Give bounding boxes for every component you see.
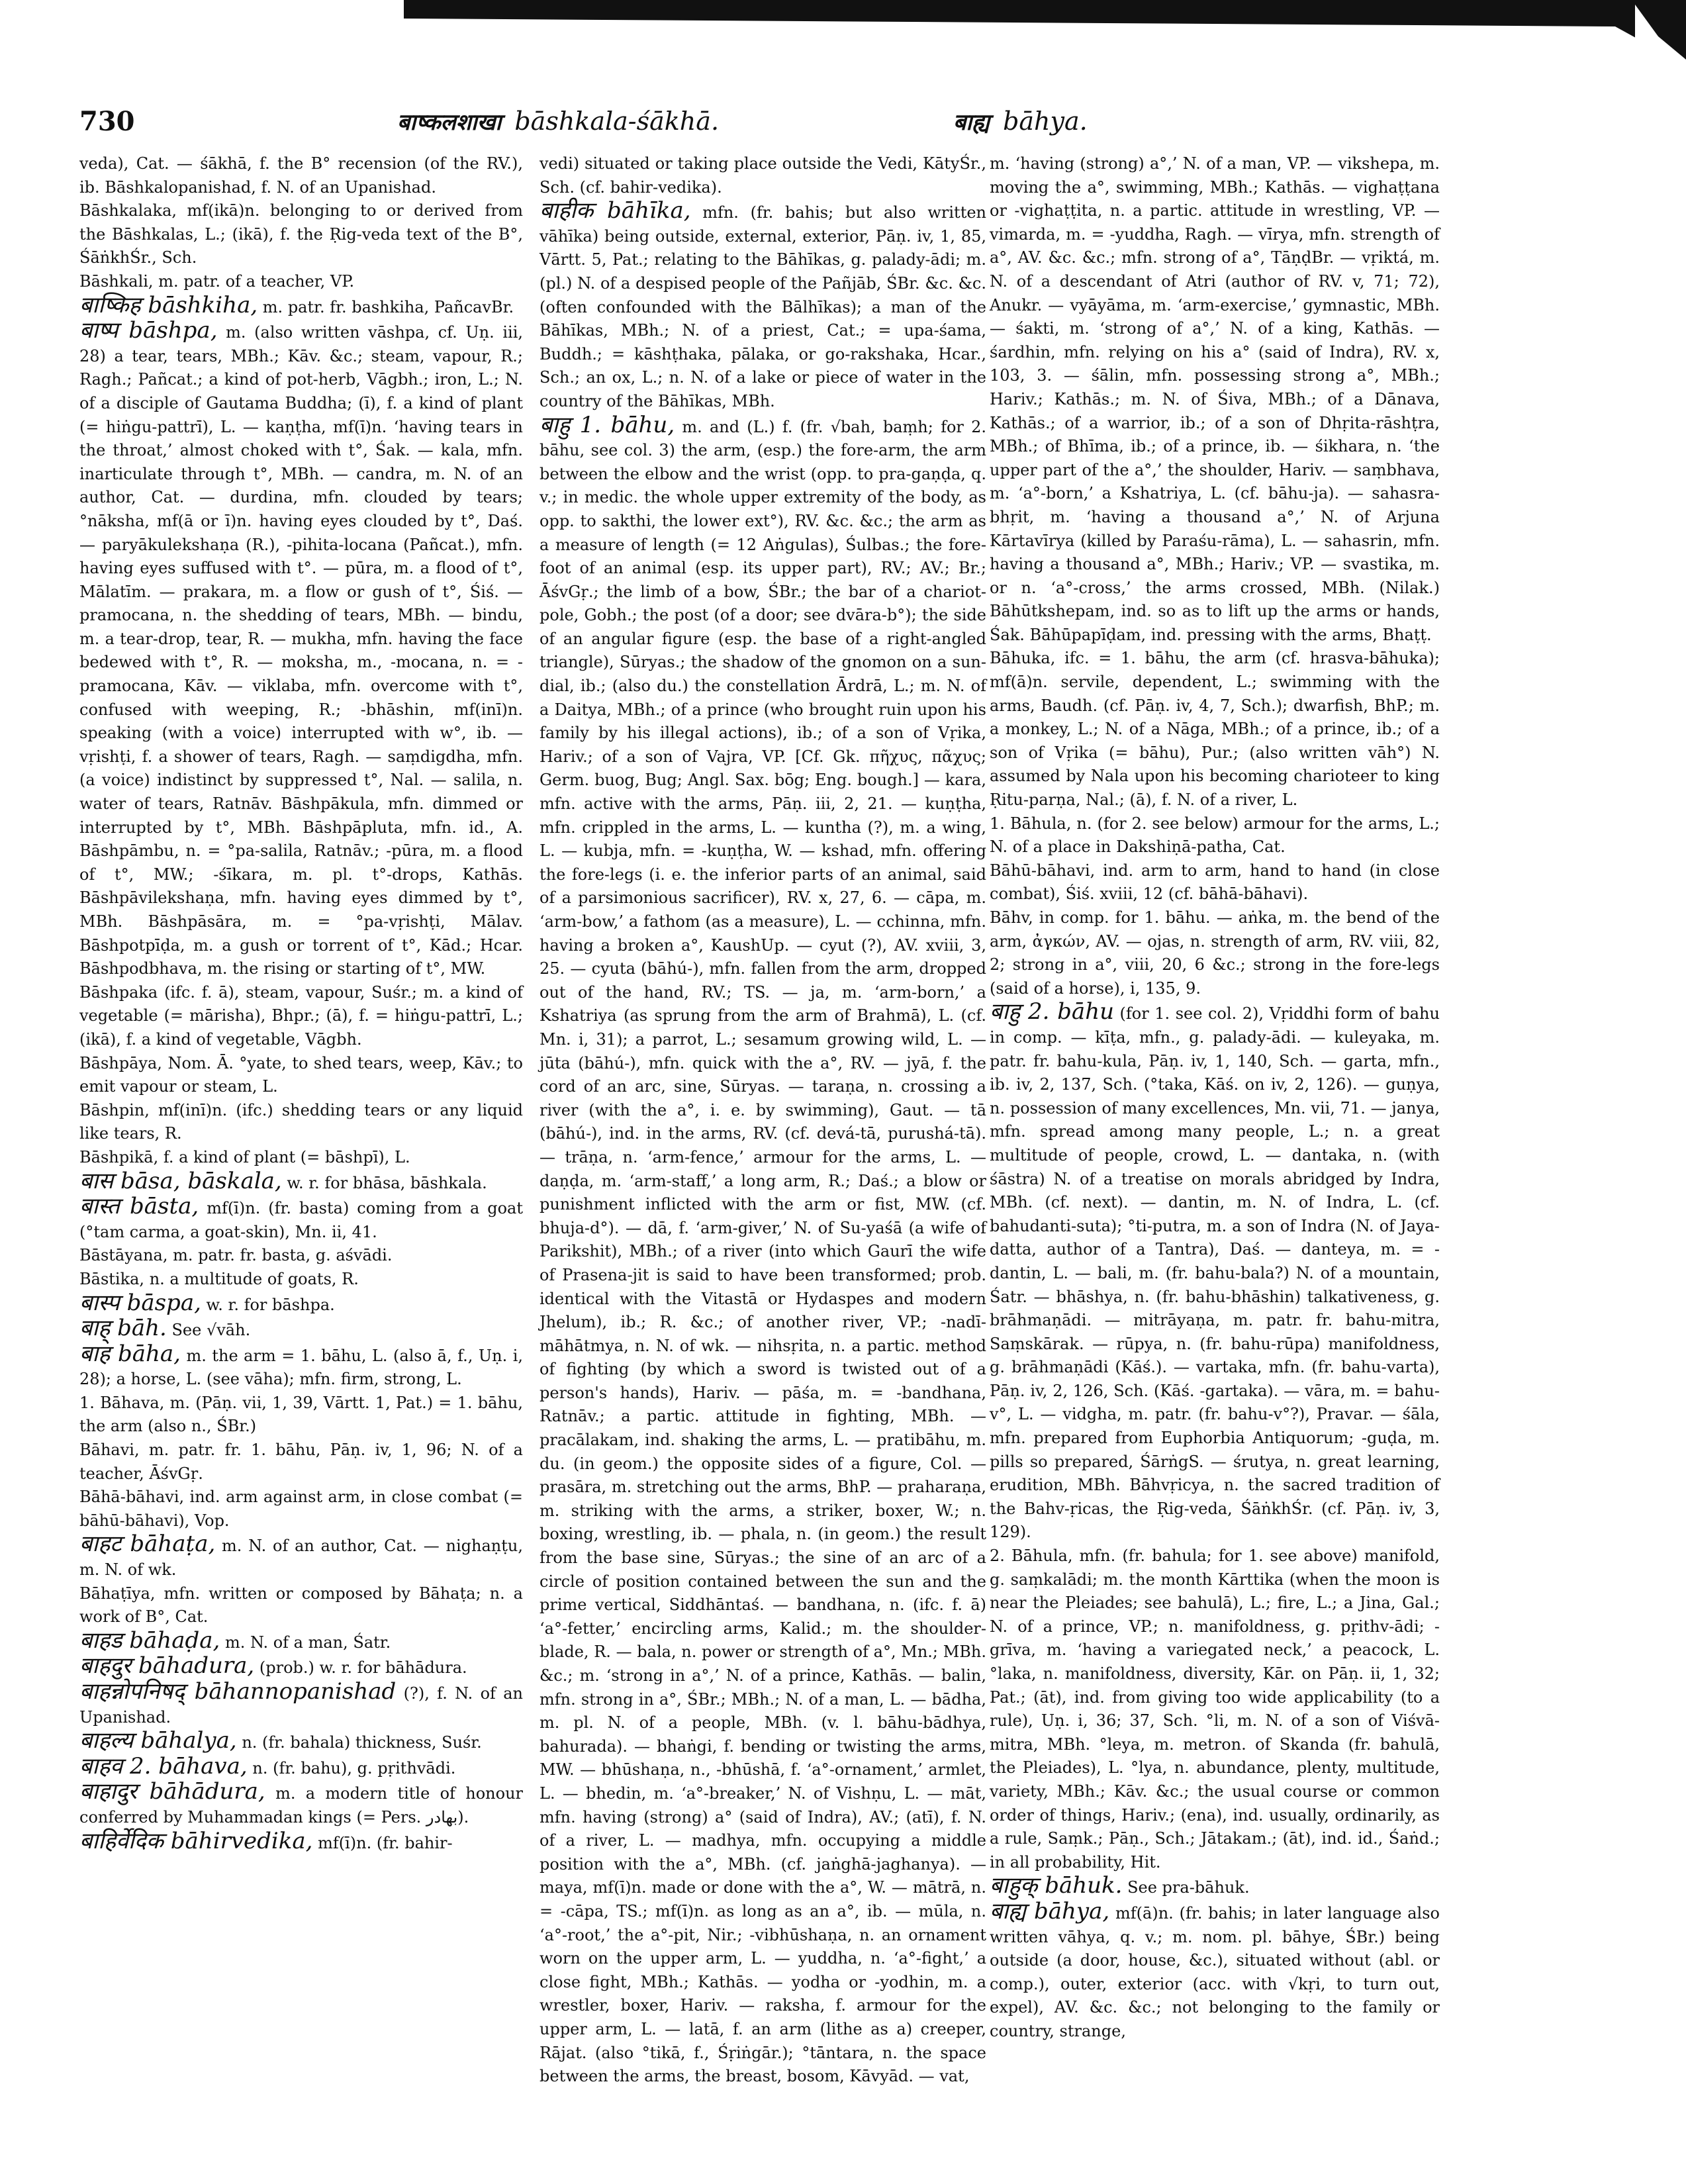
dictionary-entry [79,1533,523,1582]
dictionary-entry [79,1680,523,1729]
page-header [79,106,1403,146]
scan-right-edge [1635,0,1686,2184]
entry-text: m. N. of an author, Cat. — nighaṇṭu, m. N. of wk. [79,1537,523,1580]
entry-text: Bāshpaka (ifc. f. ā), steam, vapour, Suśr.; m. a kind of vegetable (= mārisha), Bhpr.; (ā), f. = hiṅgu-pattrī, L.; (ikā), f. a kind of vegetable, Vāgbh. [79,982,523,1049]
entry-text: See pra-bāhuk. [1127,1878,1250,1897]
dictionary-entry [79,319,523,981]
entry-headword: बाहीक bāhīka, [539,197,691,224]
dictionary-entry [79,1654,523,1680]
page-number: 730 [79,106,135,137]
entry-headword: बास bāsa, bāskala, [79,1167,282,1194]
entry-text: m. and (L.) f. (fr. √bah, baṃh; for 2. bāhu, see col. 3) the arm, (esp.) the fore-arm, the arm between the elbow and the wrist (opp. to pra-gaṇḍa, q. v.; in medic. the whole upper extremity of the body, as opp. to sakthi, the lower ext°), RV. &c. &c.; the arm as a measure of length (= 12 Aṅgulas), Śulbas.; the fore-foot of an animal (esp. its upper part), RV.; AV.; Br.; ĀśvGṛ.; the limb of a bow, ŚBr.; the bar of a chariot-pole, Gobh.; the post (of a door; see dvāra-b°); the side of an angular figure (esp. the base of a right-angled triangle), Sūryas.; the shadow of the gnomon on a sun-dial, ib.; (also du.) the constellation Ārdrā, L.; m. N. of a Daitya, MBh.; of a prince (who brought ruin upon his family by his illegal actions), ib.; of a son of Vṛika, Hariv.; of a son of Vajra, VP. [Cf. Gk. πῆχυς, πᾶχυς; Germ. buog, Bug; Angl. Sax. bōg; Eng. bough.] — kara, mfn. active with the arms, Pāṇ. iii, 2, 21. — kuṇṭha, mfn. crippled in the arms, L. — kuntha (?), m. a wing, L. — kubja, mfn. = -kuṇṭha, W. — kshad, mfn. offering the fore-legs (i. e. the inferior parts of an animal, said of a parsimonious sacrificer), RV. x, 27, 6. — cāpa, m. ‘arm-bow,’ a fathom (as a measure), L. — cchinna, mfn. having a broken a°, KaushUp. — cyut (?), AV. xviii, 3, 25. — cyuta (bāhú-), mfn. fallen from the arm, dropped out of the hand, RV.; TS. — ja, m. ‘arm-born,’ a Kshatriya (as sprung from the arm of Brahmā), L. (cf. Mn. i, 31); a parrot, L.; sesamum growing wild, L. — jūta (bāhú-), mfn. quick with the a°, RV. — jyā, f. the cord of an arc, sine, Sūryas. — taraṇa, n. crossing a river (with the a°, i. e. by swimming), Gaut. — tā (bāhú-), ind. in the arms, RV. (cf. devá-tā, purushá-tā). — trāṇa, n. ‘arm-fence,’ armour for the arms, L. — daṇḍa, m. ‘arm-staff,’ a long arm, R.; Daś.; a blow or punishment inflicted with the arm or fist, MW. (cf. bhuja-d°). — dā, f. ‘arm-giver,’ N. of Su-yaśā (a wife of Parikshit), MBh.; of a river (into which Gaurī the wife of Prasena-jit is said to have been transformed; prob. identical with the Vitastā or Hydaspes and modern Jhelum), ib.; R. &c.; of another river, VP.; -nadī-māhātmya, n. N. of wk. — nihsṛita, n. a partic. method of fighting (by which a sword is twisted out of a person's hands), Hariv. — pāśa, m. = -bandhana, Ratnāv.; a partic. attitude in fighting, MBh. — pracālakam, ind. shaking the arms, L. — pratibāhu, m. du. (in geom.) the opposite sides of a figure, Col. — prasāra, m. stretching out the arms, BhP. — praharaṇa, m. striking with the arms, a striker, boxer, W.; n. boxing, wrestling, ib. — phala, n. (in geom.) the result from the base sine, Sūryas.; the sine of an arc of a circle of position contained between the sun and the prime vertical, Siddhāntaś. — bandhana, n. (ifc. f. ā) ‘a°-fetter,’ encircling arms, Kalid.; m. the shoulder-blade, R. — bala, n. power or strength of a°, Mn.; MBh. &c.; m. ‘strong in a°,’ N. of a prince, Kathās. — balin, mfn. strong in a°, ŚBr.; MBh.; N. of a man, L. — bādha, m. pl. N. of a people, MBh. (v. l. bāhu-bādhya, bahurada). — bhaṅgi, f. bending or twisting the arms, MW. — bhūshaṇa, n., -bhūshā, f. ‘a°-ornament,’ armlet, L. — bhedin, m. ‘a°-breaker,’ N. of Vishṇu, L. — māt, mfn. having (strong) a° (said of Indra), AV.; (atī), f. N. of a river, L. — madhya, mfn. occupying a middle position with the a°, MBh. (cf. jaṅghā-jaghanya). — maya, mf(ī)n. made or done with the a°, W. — mātrā, n. = -cāpa, TS.; mf(ī)n. as long as an a°, ib. — mūla, n. ‘a°-root,’ the a°-pit, Nir.; -vibhūshaṇa, n. an ornament worn on the upper arm, L. — yuddha, n. ‘a°-fight,’ a close fight, MBh.; Kathās. — yodha or -yodhin, m. a wrestler, boxer, Hariv. — raksha, f. armour for the upper arm, L. — latā, f. an arm (lithe as a) creeper, Rājat. (also °tikā, f., Śṛiṅgār.); °tāntara, n. the space between the arms, the breast, bosom, Kāvyād. — vat, [539,417,986,2086]
dictionary-entry [79,199,523,270]
column-1 [79,152,523,1855]
dictionary-entry [79,1195,523,1244]
entry-text: mf(ī)n. (fr. bahir- [318,1833,453,1852]
entry-headword: बाहड bāhaḍa, [79,1627,220,1654]
entry-text: Bāstāyana, m. patr. fr. basta, g. aśvādi. [79,1246,393,1265]
entry-text: Bāhaṭīya, mfn. written or composed by Bāhaṭa; n. a work of B°, Cat. [79,1584,523,1627]
dictionary-entry [79,1439,523,1486]
entry-text: w. r. for bāshpa. [206,1295,335,1314]
dictionary-entry [79,1340,523,1392]
entry-text: 2. Bāhula, mfn. (fr. bahula; for 1. see above) manifold, g. saṃkalādi; m. the month Kārttika (when the moon is near the Pleiades; see bahulā), L.; fire, L.; a Jina, Gal.; N. of a prince, VP.; n. manifoldness, g. pṛithv-ādi; -grīva, m. ‘having a variegated neck,’ a peacock, L. °laka, n. manifoldness, diversity, Kār. on Pāṇ. ii, 1, 32; Pat.; (āt), ind. from giving too wide applicability (to a rule), Uṇ. i, 36; 37, Sch. °li, m. N. of a son of Viśvā-mitra, MBh. °leya, m. metron. of Skanda (fr. bahulā, the Pleiades), L. °lya, n. abundance, plenty, multitude, variety, MBh.; Kāv. &c.; the usual course or common order of things, Hariv.; (ena), ind. usually, ordinarily, as a rule, Saṃk.; Pāṇ., Sch.; Jātakam.; (āt), ind. id., Śaṅd.; in all probability, Hit. [990,1546,1440,1872]
dictionary-entry [79,291,523,320]
entry-text: Bāhavi, m. patr. fr. 1. bāhu, Pāṇ. iv, 1, 96; N. of a teacher, ĀśvGṛ. [79,1441,523,1483]
entry-text: mfn. (fr. bahis; but also written vāhīka) being outside, external, exterior, Pāṇ. iv, 1, 85, Vārtt. 5, Pat.; relating to the Bāhīkas, g. palady-ādi; m. (pl.) N. of a despised people of the Pañjāb, ŚBr. &c. &c. (often confounded with the Bālhīkas); a man of the Bāhīkas, MBh.; N. of a priest, Cat.; = upa-śama, Buddh.; = kāshṭhaka, pālaka, or go-rakshaka, Hcar., Sch.; an ox, L.; n. N. of a lake or piece of water in the country of the Bāhīkas, MBh. [539,203,986,410]
dictionary-entry [79,1486,523,1533]
left-head-translit: bāshkala-śākhā. [514,107,720,136]
column-2 [539,152,986,2089]
dictionary-entry [79,1752,523,1781]
entry-headword: बाहट bāhaṭa, [79,1531,216,1558]
dictionary-entry [79,1392,523,1439]
dictionary-entry [990,812,1440,859]
dictionary-entry [990,1544,1440,1874]
entry-text: vedi) situated or taking place outside the Vedi, KātyŚr., Sch. (cf. bahir-vedika). [539,154,986,197]
entry-headword: बाहुक् bāhuk. [990,1872,1123,1899]
entry-text: (?), f. N. of an Upanishad. [79,1684,523,1727]
entry-headword: बाहन्नोपनिषद् bāhannopanishad [79,1678,397,1705]
entry-headword: बाहु 1. bāhu, [539,411,675,438]
entry-headword: बाह्य bāhya, [990,1897,1110,1924]
entry-headword: बाहादुर bāhādura, [79,1778,265,1805]
entry-text: mf(ī)n. (fr. basta) coming from a goat (°tam carma, a goat-skin), Mn. ii, 41. [79,1199,523,1241]
dictionary-entry [79,1317,523,1343]
dictionary-entry [79,1268,523,1292]
entry-text: (for 1. see col. 2), Vṛiddhi form of bahu in comp. — kīṭa, mfn., g. palady-ādi. — kuleyaka, m. patr. fr. bahu-kula, Pāṇ. iv, 1, 140, Sch. — garta, mfn., ib. iv, 2, 137, Sch. (°taka, Kāś. on iv, 2, 126). — guṇya, n. possession of many excellences, Mn. vii, 71. — janya, mfn. spread among many people, L.; n. a great multitude of people, crowd, L. — dantaka, n. (with śāstra) N. of a treatise on morals abridged by Indra, MBh. (cf. next). — dantin, m. N. of Indra, L. (cf. bahudanti-suta); °ti-putra, m. a son of Indra (N. of Jaya-datta, author of a Tantra), Daś. — danteya, m. = -dantin, L. — bali, m. (fr. bahu-bala?) N. of a mountain, Śatr. — bhāshya, n. (fr. bahu-bhāshin) talkativeness, g. brāhmaṇādi. — mitrāyaṇa, m. patr. fr. bahu-mitra, Saṃskārak. — rūpya, n. (fr. bahu-rūpa) manifoldness, g. brāhmaṇādi (Kāś.). — vartaka, mfn. (fr. bahu-varta), Pāṇ. iv, 2, 126, Sch. (Kāś. -gartaka). — vāra, m. = bahu-v°, L. — vidgha, m. patr. (fr. bahu-v°?), Pravar. — śāla, mfn. prepared from Euphorbia Antiquorum; -guḍa, m. pills so prepared, ŚārṅgS. — śrutya, n. great learning, erudition, MBh. Bāhvṛicya, n. the sacred tradition of the Bahv-ṛicas, the Ṛig-veda, ŚāṅkhŚr. (cf. Pāṇ. iv, 3, 129). [990,1004,1440,1542]
entry-text: mf(ā)n. (fr. bahis; in later language also written vāhya, q. v.; m. nom. pl. bāhye, ŚBr.) being outside (a door, house, &c.), situated without (abl. or comp.), outer, exterior (acc. with √kṛi, to turn out, expel), AV. &c. &c.; not belonging to the family or country, strange, [990,1903,1440,2040]
entry-text: m. a modern title of honour conferred by Muhammadan kings (= Pers. بهادر). [79,1784,523,1827]
entry-text: m. the arm = 1. bāhu, L. (also ā, f., Uṇ. i, 28); a horse, L. (see vāha); mfn. firm, strong, L. [79,1346,523,1389]
right-running-head [953,106,1088,136]
entry-text: (prob.) w. r. for bāhādura. [259,1658,467,1678]
dictionary-entry [990,906,1440,1000]
left-running-head [397,106,719,136]
dictionary-entry [990,1000,1440,1544]
entry-headword: बाह bāha, [79,1340,181,1367]
entry-text: 1. Bāhava, m. (Pāṇ. vii, 1, 39, Vārtt. 1, Pat.) = 1. bāhu, the arm (also n., ŚBr.) [79,1393,523,1436]
entry-text: Bāshpin, mf(inī)n. (ifc.) shedding tears or any liquid like tears, R. [79,1100,523,1143]
dictionary-entry [79,1289,523,1317]
entry-text: Bāshkali, m. patr. of a teacher, VP. [79,271,355,291]
entry-text: m. N. of a man, Śatr. [224,1633,391,1652]
entry-headword: बाष्प bāshpa, [79,317,218,344]
dictionary-entry [79,1582,523,1629]
dictionary-entry [79,1052,523,1099]
entry-text: n. (fr. bahu), g. pṛithvādi. [252,1758,456,1778]
left-head-devanagari: बाष्कलशाखा [397,109,502,136]
dictionary-entry [539,199,986,413]
entry-headword: बाहिर्वेदिक bāhirvedika, [79,1827,313,1854]
dictionary-entry [79,1244,523,1268]
dictionary-entry [79,270,523,294]
entry-text: See √vāh. [171,1321,251,1340]
entry-text: m. (also written vāshpa, cf. Uṇ. iii, 28) a tear, tears, MBh.; Kāv. &c.; steam, vapour, R.; Ragh.; Pañcat.; a kind of pot-herb, Vāgbh.; iron, L.; N. of a disciple of Gautama Buddha; (ī), f. a kind of plant (= hiṅgu-pattrī), L. — kaṇṭha, mf(ī)n. ‘having tears in the throat,’ almost choked with t°, Śak. — kala, mfn. inarticulate through t°, MBh. — candra, m. N. of an author, Cat. — durdina, mfn. clouded by tears; °nāksha, mf(ā or ī)n. having eyes clouded by t°, Daś. — paryākulekshaṇa (R.), -pihita-locana (Pañcat.), mfn. having eyes suffused with t°. — pūra, m. a flood of t°, Mālatīm. — prakara, m. a flow or gush of t°, Śiś. — pramocana, n. the shedding of tears, MBh. — bindu, m. a tear-drop, tear, R. — mukha, mfn. having the face bedewed with t°, R. — moksha, m., -mocana, n. = -pramocana, Kāv. — viklaba, mfn. overcome with t°, confused with weeping, R.; -bhāshin, mf(inī)n. speaking (with a voice) interrupted with w°, ib. — vṛishṭi, f. a shower of tears, Ragh. — saṃdigdha, mfn. (a voice) indistinct by suppressed t°, Nal. — salila, n. water of tears, Ratnāv. Bāshpākula, mfn. dimmed or interrupted by t°, MBh. Bāshpāpluta, mfn. id., A. Bāshpāmbu, n. = °pa-salila, Ratnāv.; -pūra, m. a flood of t°, MW.; -śīkara, m. pl. t°-drops, Kathās. Bāshpāvilekshaṇa, mfn. having eyes dimmed by t°, MBh. Bāshpāsāra, m. = °pa-vṛishṭi, Mālav. Bāshpotpīḍa, m. a gush or torrent of t°, Kād.; Hcar. Bāshpodbhava, m. the rising or starting of t°, MW. [79,323,524,978]
dictionary-entry [990,1874,1440,1900]
dictionary-entry [539,152,986,199]
entry-text: m. ‘having (strong) a°,’ N. of a man, VP. — vikshepa, m. moving the a°, swimming, MBh.; Kathās. — vighaṭṭana or -vighaṭṭita, n. a partic. attitude in wrestling, VP. — vimarda, m. = -yuddha, Ragh. — vīrya, mfn. strength of a°, AV. &c. &c.; mfn. strong of a°, TāṇḍBr. — vṛiktá, m. N. of a descendant of Atri (author of RV. v, 71; 72), Anukr. — vyāyāma, m. ‘arm-exercise,’ gymnastic, MBh. — śakti, m. ‘strong of a°,’ N. of a king, Kathās. — śardhin, mfn. relying on his a° (said of Indra), RV. x, 103, 3. — śālin, mfn. possessing strong a°, MBh.; Hariv.; Kathās.; m. N. of Śiva, MBh.; of a Dānava, Kathās.; of a warrior, ib.; of a son of Dhṛita-rāshṭra, MBh.; of Bhīma, ib.; of a prince, ib. — śikhara, n. ‘the upper part of the a°,’ the shoulder, Hariv. — saṃbhava, m. ‘a°-born,’ a Kshatriya, L. (cf. bāhu-ja). — sahasra-bhṛit, m. ‘having a thousand a°,’ N. of Arjuna Kārtavīrya (killed by Paraśu-rāma), L. — sahasrin, mfn. having a thousand a°, MBh.; Hariv.; VP. — svastika, m. or n. ‘a°-cross,’ the arms crossed, MBh. (Nilak.) Bāhūtkshepam, ind. so as to lift up the arms or hands, Śak. Bāhūpapīḍam, ind. pressing with the arms, Bhaṭṭ. [990,154,1440,644]
entry-headword: बास्प bāspa, [79,1289,201,1316]
entry-headword: बाष्किह bāshkiha, [79,291,258,318]
entry-text: n. (fr. bahala) thickness, Suśr. [242,1733,482,1752]
entry-headword: बास्त bāsta, [79,1193,199,1220]
entry-headword: बाह् bāh. [79,1315,167,1342]
dictionary-entry [79,1827,523,1856]
entry-text: Bāhū-bāhavi, ind. arm to arm, hand to hand (in close combat), Śiś. xviii, 12 (cf. bāhā-bāhavi). [990,861,1440,904]
dictionary-entry [79,152,523,199]
dictionary-entry [79,1167,523,1196]
dictionary-entry [79,1780,523,1829]
dictionary-entry [539,411,986,2089]
entry-text: Bāhuka, ifc. = 1. bāhu, the arm (cf. hrasva-bāhuka); mf(ā)n. servile, dependent, L.; swimming with the arms, Baudh. (cf. Pāṇ. iv, 4, 7, Sch.); dwarfish, BhP.; m. a monkey, L.; N. of a Nāga, MBh.; of a prince, ib.; of a son of Vṛika (= bāhu), Pur.; (also written vāh°) N. assumed by Nala upon his becoming charioteer to king Ṛitu-parṇa, Nal.; (ā), f. N. of a river, L. [990,649,1440,810]
dictionary-entry [990,1897,1440,2044]
entry-text: veda), Cat. — śākhā, f. the B° recension (of the RV.), ib. Bāshkalopanishad, f. N. of an Upanishad. [79,154,523,197]
dictionary-entry [79,1729,523,1755]
dictionary-entry [79,1099,523,1146]
entry-text: Bāhv, in comp. for 1. bāhu. — aṅka, m. the bend of the arm, ἀγκών, AV. — ojas, n. strength of arm, RV. viii, 82, 2; strong in a°, viii, 20, 6 &c.; strong in the fore-legs (said of a horse), i, 135, 9. [990,908,1440,998]
entry-headword: बाहदुर bāhadura, [79,1652,255,1680]
entry-text: 1. Bāhula, n. (for 2. see below) armour for the arms, L.; N. of a place in Dakshiṇā-patha, Cat. [990,814,1440,857]
column-3 [990,152,1440,2044]
entry-text: Bāhā-bāhavi, ind. arm against arm, in close combat (= bāhū-bāhavi), Vop. [79,1488,523,1530]
entry-text: m. patr. fr. bashkiha, PañcavBr. [262,297,514,316]
entry-text: Bāshkalaka, mf(ikā)n. belonging to or derived from the Bāshkalas, L.; (ikā), f. the Ṛig-veda text of the B°, ŚāṅkhŚr., Sch. [79,201,523,267]
entry-text: Bāshpāya, Nom. Ā. °yate, to shed tears, weep, Kāv.; to emit vapour or steam, L. [79,1053,523,1096]
dictionary-entry [990,647,1440,812]
dictionary-entry [79,981,523,1052]
dictionary-entry [990,152,1440,647]
dictionary-entry [79,1629,523,1655]
scan-corner-shadow [404,0,1686,46]
entry-headword: बाहु 2. bāhu [990,998,1114,1025]
entry-text: w. r. for bhāsa, bāshkala. [287,1173,487,1192]
dictionary-entry [79,1146,523,1170]
dictionary-entry [990,859,1440,906]
entry-text: Bāstika, n. a multitude of goats, R. [79,1269,359,1288]
entry-text: Bāshpikā, f. a kind of plant (= bāshpī), L. [79,1147,410,1166]
right-head-devanagari: बाह्य [953,109,990,136]
entry-headword: बाहव 2. bāhava, [79,1752,248,1780]
right-head-translit: bāhya. [1003,107,1088,136]
entry-headword: बाहल्य bāhalya, [79,1727,237,1754]
